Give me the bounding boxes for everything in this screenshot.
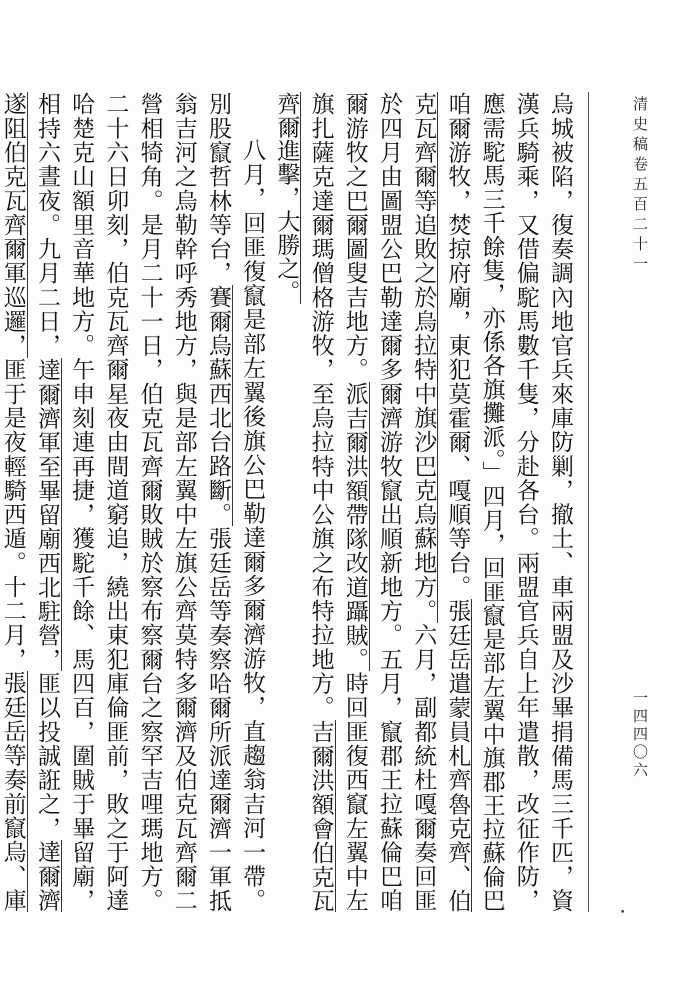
page-number: 一四四〇六 bbox=[631, 690, 649, 780]
proper-name-segment: 張廷岳等奏前竄烏、庫 bbox=[0, 92, 28, 912]
proper-name-segment: 張廷岳遣蒙員札齊魯克齊、伯克瓦齊爾等追敗之於烏拉特中旗沙巴克烏蘇地方。 bbox=[410, 92, 471, 913]
text-segment: 張廷岳等奏察哈爾所派達爾濟一軍抵翁吉河之烏勒幹呼秀地方，與是部左翼中左旗公齊莫特多爾濟及伯克瓦齊爾二營相犄角。是月二十一日，伯克瓦齊爾敗賊於察布察爾台之察罕吉哩瑪地方。二十六日卯刻，伯克瓦齊爾星夜由間道窮追，繞出東犯庫倫匪前，敗之于阿達哈楚克山額里音華地方。午申刻連再捷，獲駝千餘、馬四百，圍賊于畢留廟，相持六晝夜。九月二日， bbox=[33, 92, 231, 913]
text-segment: 六月，副都統杜嘎爾奏回匪於四月由圖盟公巴勒達爾多爾濟游牧竄出順新地方。 bbox=[375, 92, 437, 913]
text-segment: 時回匪復西竄左翼中左旗扎薩克達爾瑪僧格游牧，至烏拉特中公旗之布特拉地方。 bbox=[307, 92, 368, 913]
running-title: 清史稿卷五百二十一 bbox=[631, 96, 649, 276]
proper-name-segment: 達爾濟軍至畢留廟西北駐營， bbox=[33, 357, 60, 672]
text-segment: 匪以投誠誑之， bbox=[33, 671, 60, 841]
text-segment: 八月，回匪復竄是部左翼後旗公巴勒達爾多爾濟游牧，直趨翁吉河一帶。別股竄哲林等台， bbox=[204, 92, 266, 912]
paragraph-1 bbox=[269, 92, 577, 912]
proper-name-segment: 派吉爾洪額帶隊改道躡賊。 bbox=[341, 381, 368, 672]
paragraph-2 bbox=[0, 92, 269, 912]
proper-name-segment: 賽爾烏蘇西北台路斷。 bbox=[204, 285, 231, 527]
header-divider bbox=[588, 92, 589, 912]
proper-name-segment: 吉爾洪額會伯克瓦齊爾進擊，大勝之。 bbox=[273, 92, 334, 913]
proper-name-segment: 達爾濟遂阻伯克瓦齊爾軍巡邏， bbox=[0, 92, 60, 913]
print-speck: • bbox=[620, 908, 626, 918]
text-segment: 烏城被陷，復奏調內地官兵來庫防剿，撤土、車兩盟及沙畢捐備馬三千匹，資漢兵騎乘，又借偏駝馬數千隻，分赴各台。兩盟官兵自上年遣散，改征作防，應需駝馬三千餘隻，亦係各旗攤派。」四月，回匪竄是部左翼中旗郡王拉蘇倫巴咱爾游牧，焚掠府廟，東犯莫霍爾、嘎順等台。 bbox=[444, 92, 573, 912]
text-segment: 匪于是夜輕騎西遁。十二月， bbox=[0, 357, 26, 672]
text-segment: 五月，竄郡王拉蘇倫巴咱爾游牧之巴爾圖叟吉地方。 bbox=[341, 92, 402, 913]
main-text-block bbox=[0, 92, 577, 913]
